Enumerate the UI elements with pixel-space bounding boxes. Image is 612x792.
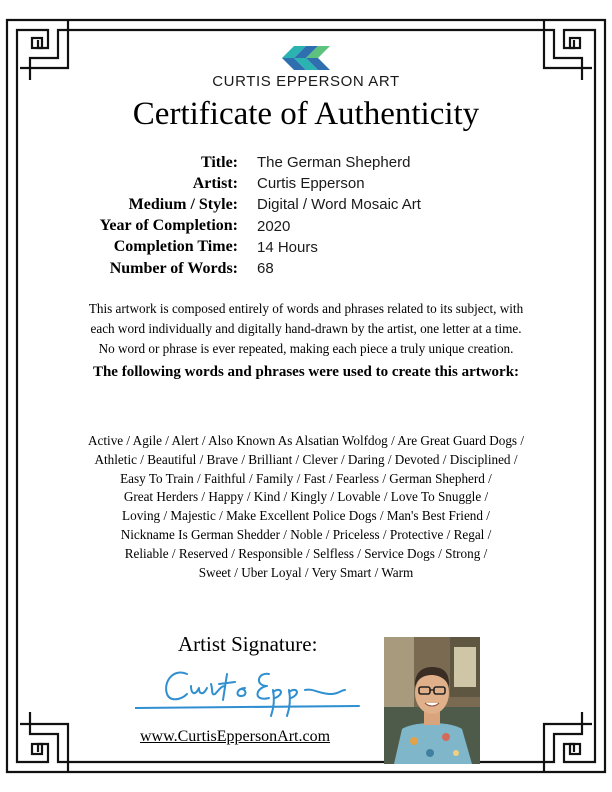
artist-signature [135,660,365,720]
words-line: Athletic / Beautiful / Brave / Brilliant / Clever / Daring / Devoted / Disciplined / [94,451,518,467]
words-heading: The following words and phrases were used to create this artwork: [92,364,520,380]
detail-label: Medium / Style: [128,195,238,213]
detail-label: Title: [200,153,238,171]
website-link[interactable]: www.CurtisEppersonArt.com [140,728,331,745]
words-line: Sweet / Uber Loyal / Very Smart / Warm [198,564,414,580]
detail-label: Number of Words: [109,259,238,277]
detail-value: Curtis Epperson [257,175,365,193]
signature-label: Artist Signature: [178,632,318,656]
detail-row-word-count [0,258,612,279]
detail-row-medium [0,194,612,215]
artwork-description [50,299,562,359]
words-line: Reliable / Reserved / Responsible / Selfless / Service Dogs / Strong / [124,545,488,561]
detail-value: The German Shepherd [257,154,411,172]
detail-value: 14 Hours [257,238,318,256]
words-line: Active / Agile / Alert / Also Known As Alsatian Wolfdog / Are Great Guard Dogs / [87,433,525,448]
artwork-details [0,152,612,279]
words-line: Loving / Majestic / Make Excellent Police Dogs / Man's Best Friend / [122,508,490,524]
detail-row-title [0,152,612,173]
words-list [50,432,562,582]
detail-label: Year of Completion: [99,217,238,235]
detail-value: 2020 [257,217,291,235]
detail-row-year [0,216,612,237]
certificate-title: Certificate of Authenticity [132,96,480,132]
description-line: No word or phrase is ever repeated, making each piece a truly unique creation. [98,341,514,356]
logo-mark-icon [276,44,336,72]
description-line: This artwork is composed entirely of words and phrases related to its subject, with [88,301,524,316]
detail-row-time [0,237,612,258]
description-line: each word individually and digitally hand-drawn by the artist, one letter at a time. [90,321,522,336]
brand-logo [0,44,612,90]
words-line: Easy To Train / Faithful / Family / Fast / Fearless / German Shepherd / [120,470,492,486]
artist-photo [384,637,480,764]
detail-value: 68 [257,260,274,278]
detail-value: Digital / Word Mosaic Art [257,196,421,214]
detail-label: Completion Time: [113,238,238,256]
logo-text: CURTIS EPPERSON ART [212,73,400,90]
words-line: Great Herders / Happy / Kind / Kingly / Lovable / Love To Snuggle / [123,489,489,505]
detail-row-artist [0,173,612,194]
detail-label: Artist: [192,174,238,192]
words-line: Nickname Is German Shedder / Noble / Priceless / Protective / Regal / [120,526,492,542]
